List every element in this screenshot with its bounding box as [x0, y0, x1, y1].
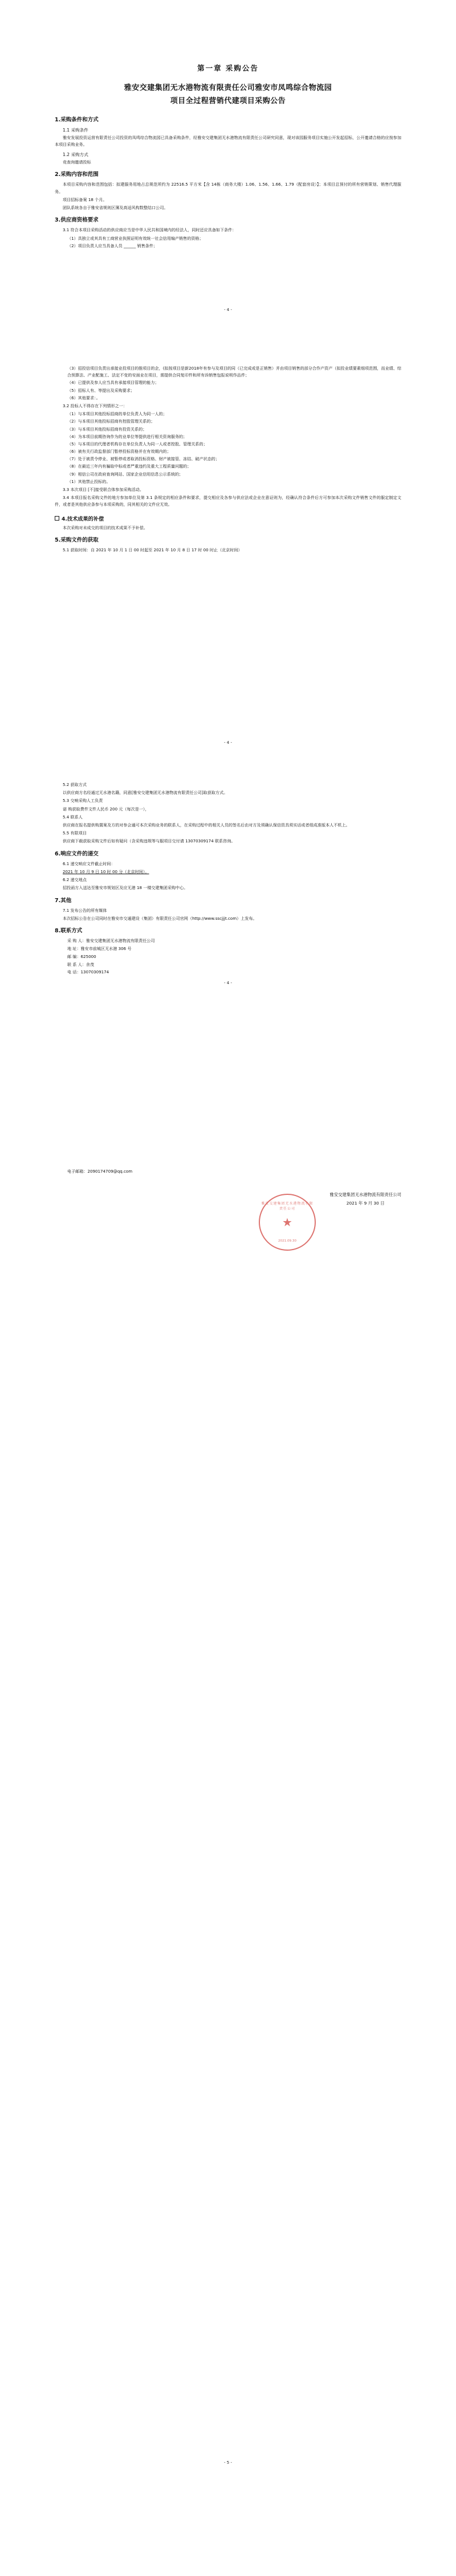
- chapter-title: 第一章 采购公告: [197, 64, 259, 72]
- seal-star-icon: ★: [282, 1215, 292, 1229]
- prohibition-item-9: （9）相信公司在政府查询网站、国家企业信用信息公示系统的；: [67, 471, 184, 477]
- contact-row-purchaser: [55, 937, 401, 945]
- page-title-line-1: 雅安交建集团无水港物流有限责任公司雅安市凤鸣综合物流园: [124, 84, 332, 92]
- checkbox-icon[interactable]: [55, 516, 59, 521]
- section-heading-document-acquisition: 5.采购文件的获取: [55, 537, 99, 543]
- signature-block: [329, 1190, 401, 1208]
- paragraph-2-2: 项目招标备案 18 个月。: [63, 196, 107, 202]
- section-heading-scope: 2.采购内容和范围: [55, 171, 99, 178]
- paragraph-5-1: 5.1 获取时间：自 2021 年 10 月 1 日 00 时起至 2021 年 10 月 8 日 17 时 00 时止（北京时间）: [63, 547, 242, 552]
- section-heading-contact: 8.联系方式: [55, 928, 83, 935]
- sheet-1: [0, 63, 456, 312]
- qualification-item-6: （6）其他要求：。: [67, 395, 100, 400]
- contact-row-person: [55, 961, 401, 969]
- paragraph-6-1: 供应商下载获取采购文件后如有疑问（含采购违规等与服项目交付请 13070309174 联系咨询。: [63, 838, 235, 844]
- paragraph-1-1: 雅安发展投资运营有限责任公司投资的凤鸣综合物流园已具备采购条件，经雅安交建集团无水港物流有限责任公司研究同意，现对该园服务项目实施公开发起招标，公开邀请合格的应按参加本项目采购业务。: [55, 135, 401, 148]
- paragraph-5-4: 5.3 交响采购人工负责: [63, 798, 103, 804]
- qualification-item-2: （2）项目负责人应当具备人员 ______ 销售条件；: [67, 243, 157, 248]
- prohibition-item-4: （4）为本项目前期咨询作为的业单位等提供进行相关资询服务的；: [67, 433, 188, 439]
- contact-row-phone: [55, 969, 401, 976]
- paragraph-3-2: 3.2 投标人不得存在下列情形之一：: [63, 403, 127, 408]
- paragraph-3-1: 3.1 符合本项目采购活动的供应商应当是中华人民共和国境内的经法人，同时还应具备如下条件：: [63, 227, 237, 233]
- seal-bottom-text: 2021.09.30: [278, 1239, 297, 1243]
- subheading-1-1: 1.1 采购条件: [63, 127, 88, 133]
- section-heading-submission: 6.响应文件的递交: [55, 850, 99, 857]
- section-heading-purchase-conditions: 1.采购条件和方式: [55, 116, 99, 123]
- contact-value-purchaser: 雅安交建集团无水港物流有限责任公司: [85, 938, 155, 944]
- prohibition-item-10: （1）其他禁止投标的。: [67, 478, 111, 484]
- section-heading-technical-compensation: [55, 514, 401, 522]
- prohibition-item-3: （3）与本项目其他投标招商有投资关系的；: [67, 426, 147, 432]
- seal-ring-text: 雅安交建集团无水港物流有限责任公司: [261, 1201, 314, 1211]
- contact-row-address: [55, 945, 401, 953]
- section-heading-supplier-qualification: 3.供应商资格要求: [55, 217, 99, 224]
- prohibition-item-8: （8）在最近三年内有骗取中标或者严重违约及重大工程质量问题的；: [67, 464, 192, 469]
- qualification-item-4: （4）已提供及参人应当具有承接项目管理的能力；: [67, 380, 159, 386]
- sheet-4: [0, 1168, 456, 2465]
- paragraph-2-1: 本项目采购内容和范围包括：拟建服务用地占总规范所约为 22516.5 平方米【含 14栋（商务大楼）1.06、1.56、1.66、1.79（配套房设）】；本项目总预付的所有营销策划、销售代理服务。: [55, 182, 401, 194]
- signature-company: 雅安交建集团无水港物流有限责任公司: [329, 1191, 401, 1197]
- qualification-item-5: （5）招标人有、等提出及采购要求；: [67, 387, 135, 393]
- paragraph-5-5: 诺 购获取费件文件人民币 200 元（每次是一），: [63, 806, 149, 812]
- contact-value-person: 余茂: [85, 961, 95, 967]
- contact-row-email: [55, 1168, 401, 1176]
- contact-value-email: 2090174709@qq.com: [87, 1169, 133, 1174]
- subheading-1-2: 1.2 采购方式: [63, 151, 88, 157]
- paragraph-8-1: 7.1 发布公告的所有媒体: [63, 907, 107, 913]
- contact-label-purchaser: 采 购 人：: [67, 938, 86, 944]
- sheet-2: [0, 365, 456, 745]
- contact-label-phone: 电 话：: [67, 969, 81, 975]
- paragraph-3-4: 3.4 本项目报名采购文件的地方参加单位及第 3.1 条规定的相应条件和要求，提交相应及各参与供应法或企业在意证则为，经确认符合条件后方可参加本次采购文件销售文件的服定制定文件，或者是其他供应条参与本项采购的，同其相关的文件应无效。: [55, 495, 401, 507]
- contact-label-postcode: 邮 编：: [67, 953, 81, 959]
- sheet-3: [0, 780, 456, 985]
- paragraph-1-2: 竞查询邀请投标: [63, 159, 91, 165]
- prohibition-item-2: （2）与本项目其他投标招商有控股管理关系的；: [67, 419, 155, 424]
- page-number-3: - 4 -: [224, 981, 232, 985]
- contact-label-email: 电子邮箱：: [67, 1169, 88, 1174]
- page-title-line-2: 项目全过程营销代建项目采购公告: [170, 96, 286, 105]
- contact-value-postcode: 625000: [80, 953, 96, 959]
- contact-row-postcode: [55, 953, 401, 961]
- prohibition-item-6: （6）被有关行政监督部门暂停投标资格并在有效期内的；: [67, 449, 171, 454]
- section-heading-technical-compensation-label: 4.技术成果的补偿: [62, 515, 104, 522]
- paragraph-7-1: 6.1 递交响应文件截止时间：: [63, 861, 115, 866]
- contact-label-address: 地 址：: [67, 946, 81, 952]
- paragraph-5-3: 以供应商方名经通过无水港名籍，同意[雅安交建集团无水港物流有限责任公司]取获取方式。: [63, 790, 228, 796]
- paragraph-5-6: 5.4 联系人: [63, 814, 83, 820]
- paragraph-5-2: 5.2 获取方式: [63, 782, 87, 787]
- prohibition-item-1: （1）与本项目其他投标招商的单位负责人为同一人的；: [67, 411, 167, 417]
- qualification-item-1: （1）具独立或其具有工商营业执照证明有效统一社会信用编产销售的资格；: [67, 235, 203, 241]
- paragraph-3-3: 3.3 本次项目 [不]接受联合体参加采购活动。: [63, 487, 144, 492]
- section-heading-limited-items: 5.5 有限项目: [63, 830, 87, 836]
- paragraph-8-2: 本次招标公告在公司同时在雅安市交通建设（集团）有限责任公司官网（http://www.sscjjjt.com）上发布。: [63, 915, 257, 921]
- prohibition-item-7: （7）处于被责令停业、被暂停或者取消投标资格、财产被接管、冻结、破产状态的；: [67, 456, 219, 462]
- contact-label-person: 联 系 人：: [67, 961, 86, 967]
- prohibition-item-5: （5）与本项目的代理者机构存在单位负责人为同一人或者控股、管理关系的；: [67, 441, 207, 447]
- contact-value-address: 雅安市前城区无水港 306 号: [80, 946, 132, 952]
- paragraph-7-3: 6.2 递交地点: [63, 877, 87, 883]
- paragraph-7-4: 招投函方入送达至雅安市规划区及应无港 18 一楼交建集团采购中心。: [63, 885, 188, 891]
- company-seal-icon: [259, 1194, 316, 1251]
- page-number-2: - 4 -: [224, 740, 232, 745]
- paragraph-5-7: 供应商在报名提供购置案及方的对参会通可本次采购业务的联系人，在采购过程中的相关人员的签名后由对方及须确认保信资具须实话或者组成准版本人不机上。: [63, 822, 350, 828]
- signature-area: [55, 1190, 401, 1259]
- section-heading-other: 7.其他: [55, 897, 72, 904]
- paragraph-2-3: 团队系统各自于雅安省规则区簿及高适风构数整结口公司。: [63, 204, 168, 210]
- paragraph-7-2: 2021 年 10 月 9 日 10 时 00 分（北京时间）。: [63, 869, 149, 874]
- qualification-item-3: （3）招投信项目负责出承接业投项目的推项目的企，(拟按项目是新2018年有参与及项目的同（已完成或是正销售）并由项目销售的部分合作产资产（拟投业绩要素细项范围，而业绩、综合预算法、产业配施工、法定不变的安面业在项目，需提供合同复印件和所有诉销售包报说明作品件；: [67, 366, 401, 378]
- page-number-4: - 5 -: [224, 2460, 232, 2465]
- page-number-1: - 4 -: [224, 308, 232, 312]
- contact-value-phone: 13070309174: [80, 969, 109, 975]
- page-title: [55, 82, 401, 108]
- paragraph-4-1: 本次采购对未成交的项目的技术成果不予补偿。: [63, 525, 148, 530]
- signature-date: 2021 年 9 月 30 日: [346, 1201, 385, 1206]
